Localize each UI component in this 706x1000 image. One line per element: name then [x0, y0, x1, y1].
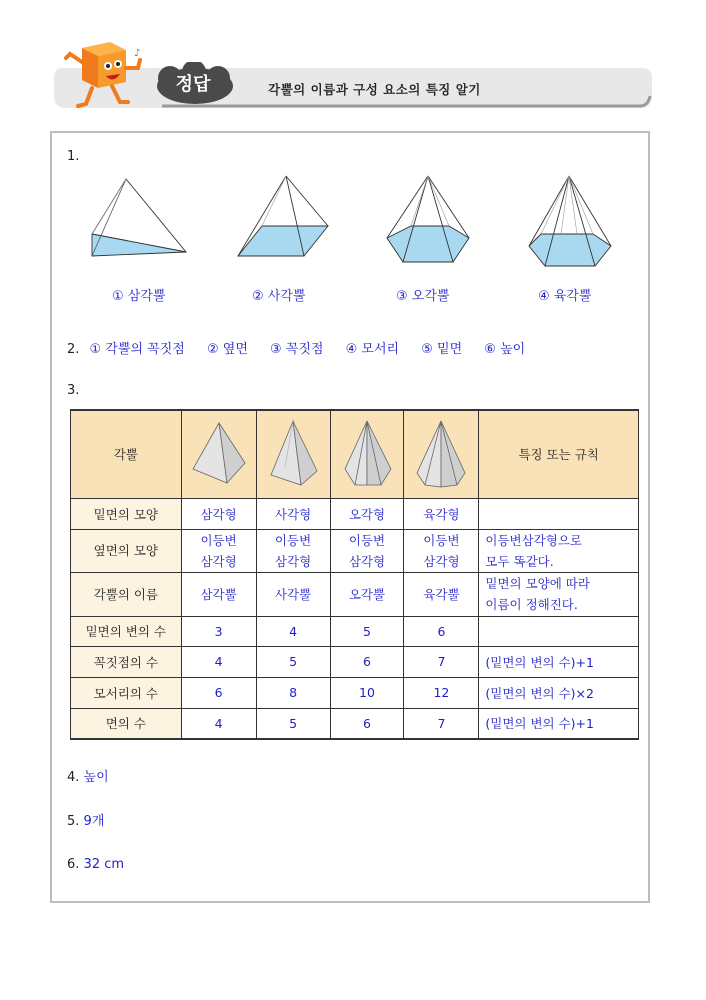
- q6-value: 32 cm: [83, 857, 125, 872]
- cell-line: 이름이 정해진다.: [485, 597, 578, 612]
- hexagonal-pyramid-icon: [413, 417, 469, 489]
- answer-badge: 정답: [175, 74, 211, 95]
- rule-cell: (밑면의 변의 수)×2: [479, 677, 639, 708]
- rule-cell: [479, 529, 639, 572]
- row-label: 밑면의 변의 수: [71, 616, 182, 646]
- table-cell: 오각뿔: [330, 572, 404, 616]
- q5-number: 5.: [67, 814, 80, 829]
- cell-line: 이등변삼각형으로: [485, 532, 582, 548]
- q2-answers: [67, 338, 525, 357]
- table-row: [71, 498, 639, 529]
- table-row: [71, 529, 639, 572]
- rule-cell: [479, 572, 639, 616]
- cell-line: 밑면의 모양에 따라: [485, 576, 590, 591]
- rule-cell: [479, 498, 639, 529]
- cell-line: 이등변: [423, 532, 460, 548]
- page-title: 각뿔의 이름과 구성 요소의 특징 알기: [268, 82, 481, 97]
- row-label: 각뿔의 이름: [71, 572, 182, 616]
- svg-text:♪: ♪: [134, 48, 141, 59]
- q6-number: 6.: [67, 857, 80, 872]
- header-cell: [330, 410, 404, 498]
- q1-number: 1.: [67, 149, 80, 164]
- table-cell: [404, 529, 479, 572]
- header-cell: [181, 410, 256, 498]
- table-cell: 12: [404, 677, 479, 708]
- header-cell: 특징 또는 규칙: [479, 410, 639, 498]
- hexagonal-pyramid-figure: [525, 174, 617, 270]
- square-pyramid-icon: [265, 417, 321, 489]
- table-cell: 육각뿔: [404, 572, 479, 616]
- q5-value: 9개: [83, 814, 105, 829]
- cell-line: 이등변: [200, 532, 237, 548]
- q2-item: ③ 꼭짓점: [270, 342, 324, 357]
- cell-line: 삼각형: [423, 553, 460, 569]
- table-cell: 5: [330, 616, 404, 646]
- cell-line: 삼각형: [274, 553, 312, 569]
- table-cell: [256, 529, 330, 572]
- cell-line: 모두 똑같다.: [485, 553, 554, 569]
- table-cell: 6: [404, 616, 479, 646]
- table-cell: 10: [330, 677, 404, 708]
- q6-answer: [67, 857, 124, 872]
- cube-mascot-icon: [60, 38, 150, 118]
- rule-cell: (밑면의 변의 수)+1: [479, 708, 639, 739]
- cell-line: 삼각형: [348, 553, 386, 569]
- header-cell: [404, 410, 479, 498]
- q4-answer: [67, 766, 109, 785]
- cell-line: 삼각형: [200, 553, 237, 569]
- q2-item: ② 옆면: [206, 342, 248, 357]
- table-cell: 4: [256, 616, 330, 646]
- table-row: [71, 616, 639, 646]
- q2-number: 2.: [67, 342, 80, 357]
- q4-value: 높이: [83, 770, 109, 785]
- table-cell: [330, 529, 404, 572]
- table-cell: 7: [404, 646, 479, 677]
- cell-line: 이등변: [274, 532, 312, 548]
- table-cell: 5: [256, 646, 330, 677]
- cell-line: 이등변: [348, 532, 386, 548]
- rule-cell: [479, 616, 639, 646]
- table-row: [71, 646, 639, 677]
- table-cell: 8: [256, 677, 330, 708]
- table-cell: 4: [181, 646, 256, 677]
- pyramid-table: [70, 409, 639, 740]
- row-label: 모서리의 수: [71, 677, 182, 708]
- table-row: [71, 677, 639, 708]
- table-cell: 3: [181, 616, 256, 646]
- q1-label-4: ④ 육각뿔: [538, 289, 592, 304]
- q2-item: ⑥ 높이: [484, 342, 526, 357]
- table-cell: [181, 529, 256, 572]
- table-cell: 삼각형: [181, 498, 256, 529]
- q1-label-2: ② 사각뿔: [252, 289, 306, 304]
- table-cell: 육각형: [404, 498, 479, 529]
- q2-item: ① 각뿔의 꼭짓점: [89, 342, 185, 357]
- pentagonal-pyramid-icon: [339, 417, 395, 489]
- table-cell: 6: [330, 646, 404, 677]
- table-cell: 5: [256, 708, 330, 739]
- table-cell: 사각형: [256, 498, 330, 529]
- table-cell: 6: [330, 708, 404, 739]
- q2-item: ④ 모서리: [345, 342, 400, 357]
- q1-label-3: ③ 오각뿔: [396, 289, 450, 304]
- table-cell: 7: [404, 708, 479, 739]
- row-label: 밑면의 모양: [71, 498, 182, 529]
- row-label: 꼭짓점의 수: [71, 646, 182, 677]
- triangular-pyramid-figure: [86, 174, 192, 264]
- q1-label-1: ① 삼각뿔: [112, 289, 166, 304]
- table-cell: 삼각뿔: [181, 572, 256, 616]
- q2-item: ⑤ 밑면: [421, 342, 463, 357]
- pentagonal-pyramid-figure: [383, 174, 475, 270]
- table-header-row: [71, 410, 639, 498]
- table-cell: 6: [181, 677, 256, 708]
- table-cell: 사각뿔: [256, 572, 330, 616]
- triangular-pyramid-icon: [189, 417, 249, 489]
- row-label: 면의 수: [71, 708, 182, 739]
- row-label: 옆면의 모양: [71, 529, 182, 572]
- square-pyramid-figure: [234, 174, 334, 262]
- table-row: [71, 572, 639, 616]
- q5-answer: [67, 810, 104, 829]
- rule-cell: (밑면의 변의 수)+1: [479, 646, 639, 677]
- header-cell: [256, 410, 330, 498]
- page-header: [0, 0, 706, 130]
- q3-number: 3.: [67, 383, 80, 398]
- table-cell: 오각형: [330, 498, 404, 529]
- q4-number: 4.: [67, 770, 80, 785]
- header-cell: 각뿔: [71, 410, 182, 498]
- table-row: [71, 708, 639, 739]
- table-cell: 4: [181, 708, 256, 739]
